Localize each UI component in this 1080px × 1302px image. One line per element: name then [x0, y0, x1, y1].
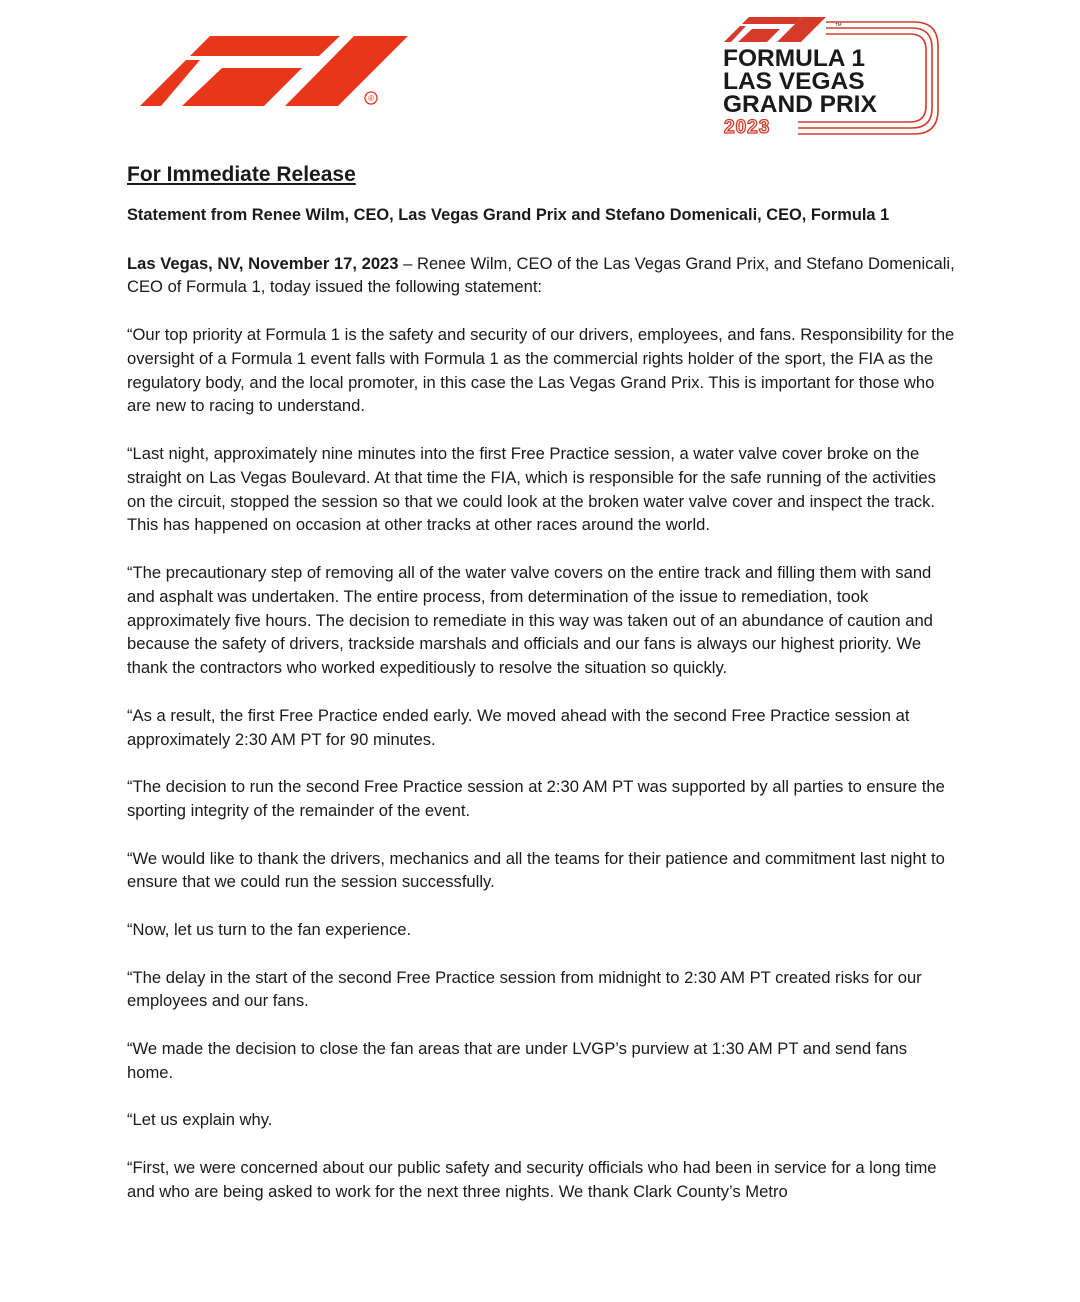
press-release-body — [127, 158, 957, 1203]
lvgp-line3: GRAND PRIX — [723, 91, 877, 118]
dateline: Las Vegas, NV, November 17, 2023 — [127, 253, 399, 273]
lvgp-year: 2023 — [724, 117, 771, 138]
f1-logo — [140, 36, 410, 111]
paragraph: “As a result, the first Free Practice ended early. We moved ahead with the second Free Practice session at approximately 2:30 AM PT for 90 minutes. — [127, 705, 910, 749]
paragraph: “Now, let us turn to the fan experience. — [127, 919, 412, 939]
release-title: For Immediate Release — [127, 163, 356, 186]
paragraph: “The decision to run the second Free Practice session at 2:30 AM PT was supported by all parties to ensure the sporting integrity of the remainder of the event. — [127, 777, 945, 820]
registered-mark: ® — [368, 94, 374, 103]
paragraph: “The delay in the start of the second Free Practice session from midnight to 2:30 AM PT created risks for our employees and our fans. — [127, 967, 922, 1011]
intro-text: – Renee Wilm, CEO of the Las Vegas Grand Prix, and Stefano Domenicali, CEO of Formula 1, today issued the following statement: — [127, 253, 955, 297]
paragraph: “Let us explain why. — [127, 1110, 273, 1130]
paragraph: “The precautionary step of removing all of the water valve covers on the entire track and filling them with sand and asphalt was undertaken. The entire process, from determination of the issue to remediation, took approximately five hours. The decision to remediate in this way was taken out of an abundance of caution and because the safety of drivers, trackside marshals and officials and our fans is always our highest priority. We thank the contractors who worked expeditiously to resolve the situation so quickly. — [127, 562, 933, 678]
lvgp-logo — [718, 14, 943, 140]
lvgp-tm-mark: TM — [835, 22, 842, 27]
paragraph: “Last night, approximately nine minutes into the first Free Practice session, a water valve cover broke on the straight on Las Vegas Boulevard. At that time the FIA, which is responsible for the safe running of the activities on the circuit, stopped the session so that we could look at the broken water valve cover and inspect the track. This has happened on occasion at other tracks at other races around the world. — [127, 443, 936, 535]
paragraph: “We made the decision to close the fan areas that are under LVGP’s purview at 1:30 AM PT and send fans home. — [127, 1038, 908, 1082]
statement-title: Statement from Renee Wilm, CEO, Las Vegas Grand Prix and Stefano Domenicali, CEO, Formula 1 — [127, 206, 890, 224]
paragraph: “Our top priority at Formula 1 is the safety and security of our drivers, employees, and fans. Responsibility for the oversight of a Formula 1 event falls with Formula 1 as the commercial rights holder of the sport, the FIA as the regulatory body, and the local promoter, in this case the Las Vegas Grand Prix. This is important for those who are new to racing to understand. — [127, 324, 955, 416]
lvgp-line2: LAS VEGAS — [723, 68, 865, 95]
paragraph: “First, we were concerned about our public safety and security officials who had been in service for a long time and who are being asked to work for the next three nights. We thank Clark County’s Metro — [127, 1157, 937, 1201]
lvgp-line1: FORMULA 1 — [723, 45, 865, 72]
paragraph: “We would like to thank the drivers, mechanics and all the teams for their patience and commitment last night to ensure that we could run the session successfully. — [127, 848, 945, 892]
dateline-paragraph — [127, 252, 957, 300]
lvgp-f1-mark — [724, 17, 826, 42]
header — [0, 0, 1080, 150]
